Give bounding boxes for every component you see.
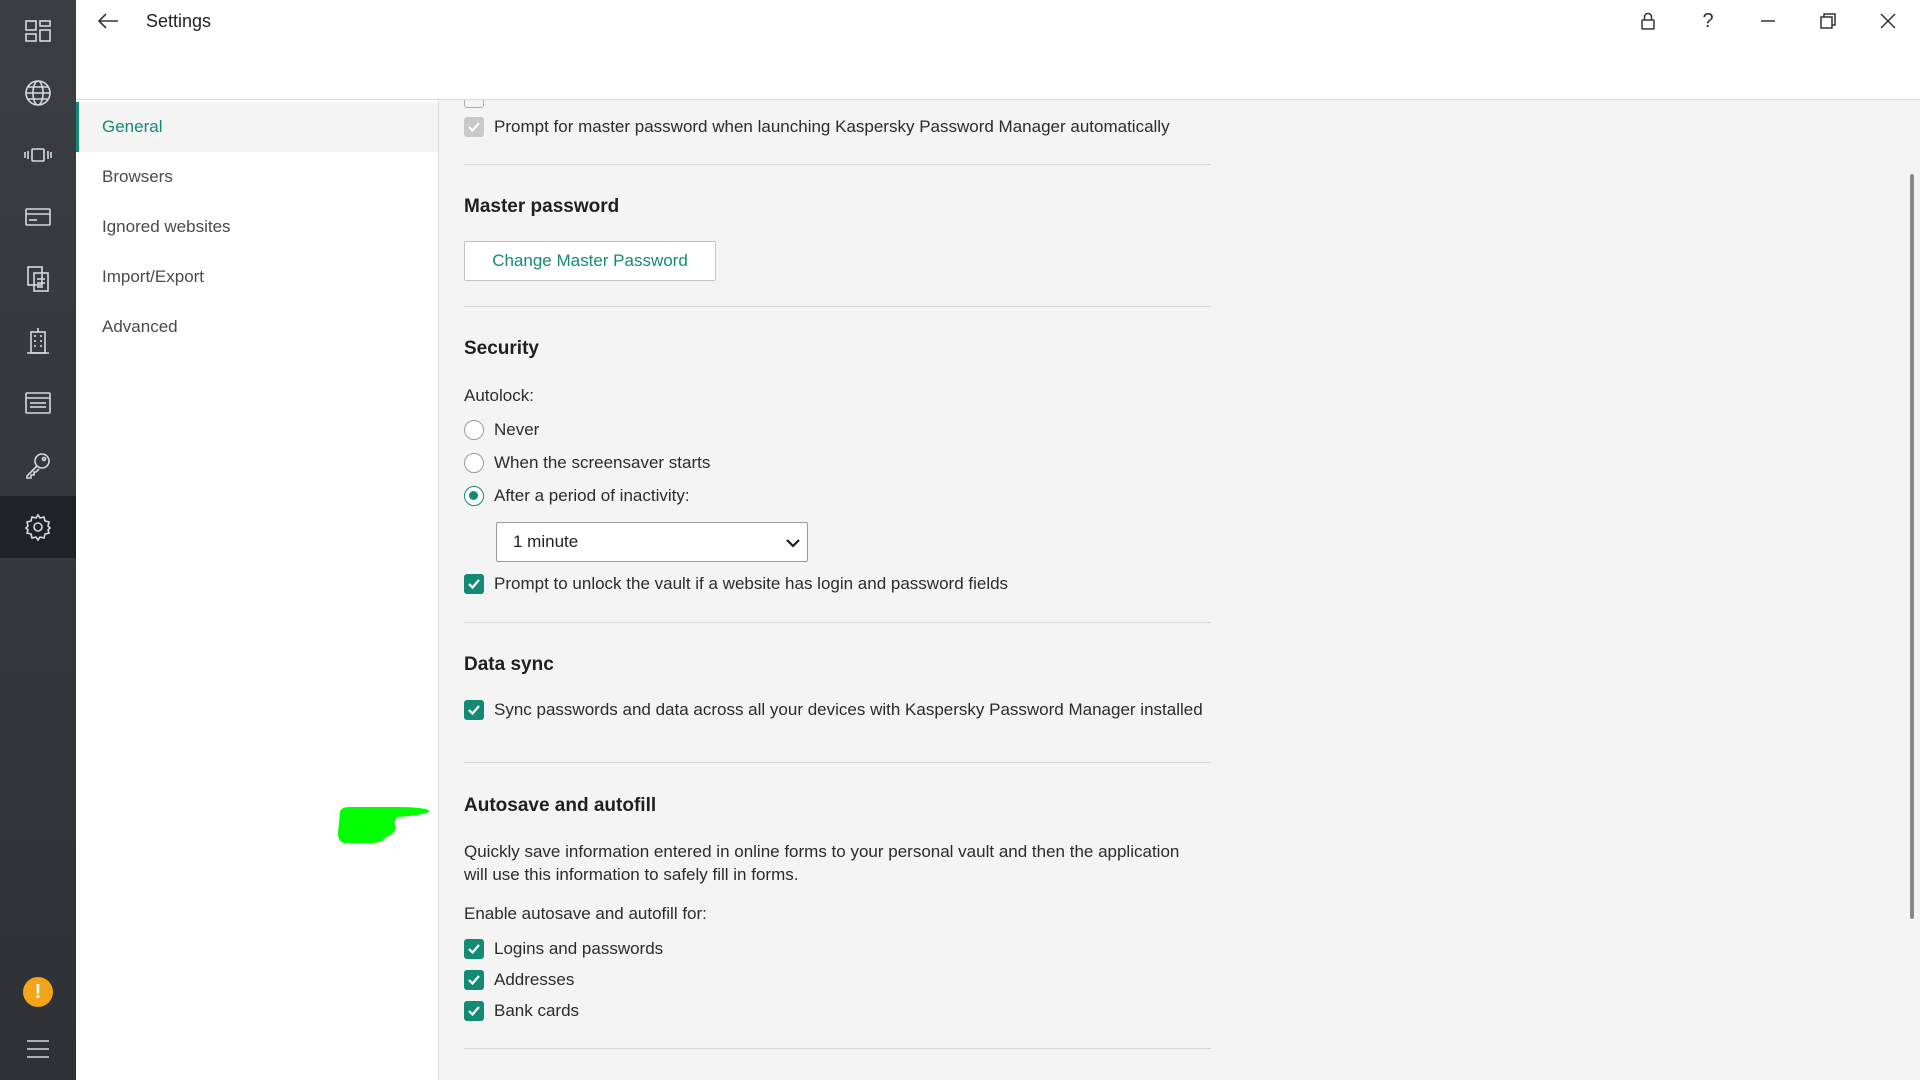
autolock-option-screensaver[interactable] — [464, 453, 710, 473]
dashboard-icon[interactable] — [0, 0, 76, 62]
sync-label: Sync passwords and data across all your devices with Kaspersky Password Manager installed — [494, 700, 1203, 719]
bank-cards-label: Bank cards — [494, 1001, 580, 1020]
close-icon[interactable] — [1868, 6, 1908, 36]
devices-icon[interactable] — [0, 124, 76, 186]
warning-icon[interactable]: ! — [23, 977, 53, 1007]
divider — [464, 164, 1211, 165]
autosave-logins-row[interactable] — [464, 939, 663, 959]
autosave-bank-cards-row[interactable] — [464, 1001, 579, 1021]
title-bar — [76, 0, 1920, 100]
unlock-prompt-checkbox[interactable] — [464, 574, 484, 594]
radio-never[interactable] — [464, 420, 484, 440]
security-heading: Security — [464, 338, 539, 359]
addresses-label: Addresses — [494, 970, 575, 989]
inactivity-period-value: 1 minute — [513, 532, 579, 551]
notes-icon[interactable] — [0, 372, 76, 434]
inactivity-period-select[interactable] — [496, 522, 808, 562]
nav-item-general[interactable]: General — [76, 102, 438, 152]
restore-icon[interactable] — [1808, 6, 1848, 36]
autosave-enable-label: Enable autosave and autofill for: — [464, 904, 707, 923]
autosave-heading: Autosave and autofill — [464, 795, 657, 816]
logins-checkbox[interactable] — [464, 939, 484, 959]
app-rail — [0, 0, 76, 1080]
settings-nav — [76, 100, 439, 1080]
unlock-prompt-label: Prompt to unlock the vault if a website has login and password fields — [494, 574, 1009, 593]
radio-inactivity-label: After a period of inactivity: — [494, 486, 690, 505]
launch-prompt-row[interactable] — [464, 117, 1170, 137]
nav-item-advanced[interactable]: Advanced — [102, 317, 178, 336]
launch-prompt-checkbox[interactable] — [464, 117, 484, 137]
key-icon[interactable] — [0, 434, 76, 496]
divider — [464, 1048, 1211, 1049]
settings-content — [440, 100, 1910, 1080]
autosave-addresses-row[interactable] — [464, 970, 574, 990]
help-icon[interactable]: ? — [1702, 9, 1714, 32]
lock-icon[interactable] — [1628, 6, 1668, 36]
documents-icon[interactable] — [0, 248, 76, 310]
radio-screensaver-label: When the screensaver starts — [494, 453, 711, 472]
radio-screensaver[interactable] — [464, 453, 484, 473]
sync-row[interactable] — [464, 700, 1203, 720]
radio-never-label: Never — [494, 420, 540, 439]
sync-checkbox[interactable] — [464, 700, 484, 720]
scrollbar-thumb[interactable] — [1910, 174, 1914, 919]
logins-label: Logins and passwords — [494, 939, 664, 958]
autolock-option-inactivity[interactable] — [464, 486, 690, 506]
bank-card-icon[interactable] — [0, 186, 76, 248]
divider — [464, 762, 1211, 763]
minimize-icon[interactable] — [1748, 6, 1788, 36]
autolock-option-never[interactable] — [464, 420, 539, 440]
divider — [464, 306, 1211, 307]
unlock-prompt-row[interactable] — [464, 574, 1008, 594]
hamburger-menu-icon[interactable] — [0, 1018, 76, 1080]
building-icon[interactable] — [0, 310, 76, 372]
addresses-checkbox[interactable] — [464, 970, 484, 990]
autosave-description-line1: Quickly save information entered in online forms to your personal vault and then the application — [464, 842, 1180, 861]
nav-item-ignored-websites[interactable]: Ignored websites — [102, 217, 231, 236]
clipped-checkbox[interactable] — [464, 100, 484, 108]
clipped-checkbox-row — [464, 100, 494, 108]
gear-icon[interactable] — [0, 496, 76, 558]
master-password-heading: Master password — [464, 196, 620, 217]
nav-item-browsers[interactable]: Browsers — [102, 167, 173, 186]
back-arrow-icon[interactable] — [90, 6, 126, 36]
bank-cards-checkbox[interactable] — [464, 1001, 484, 1021]
autosave-description-line2: will use this information to safely fill in forms. — [464, 865, 799, 884]
launch-prompt-label: Prompt for master password when launching Kaspersky Password Manager automatically — [494, 117, 1170, 136]
radio-inactivity[interactable] — [464, 486, 484, 506]
divider — [464, 622, 1211, 623]
pointer-hand-icon — [336, 805, 432, 845]
change-master-password-button[interactable]: Change Master Password — [464, 241, 716, 281]
nav-item-import-export[interactable]: Import/Export — [102, 267, 205, 286]
globe-icon[interactable] — [0, 62, 76, 124]
autolock-label: Autolock: — [464, 386, 534, 405]
scrollbar[interactable] — [1908, 100, 1920, 1080]
chevron-down-icon — [785, 535, 801, 551]
window-title: Settings — [146, 11, 212, 31]
data-sync-heading: Data sync — [464, 654, 554, 675]
